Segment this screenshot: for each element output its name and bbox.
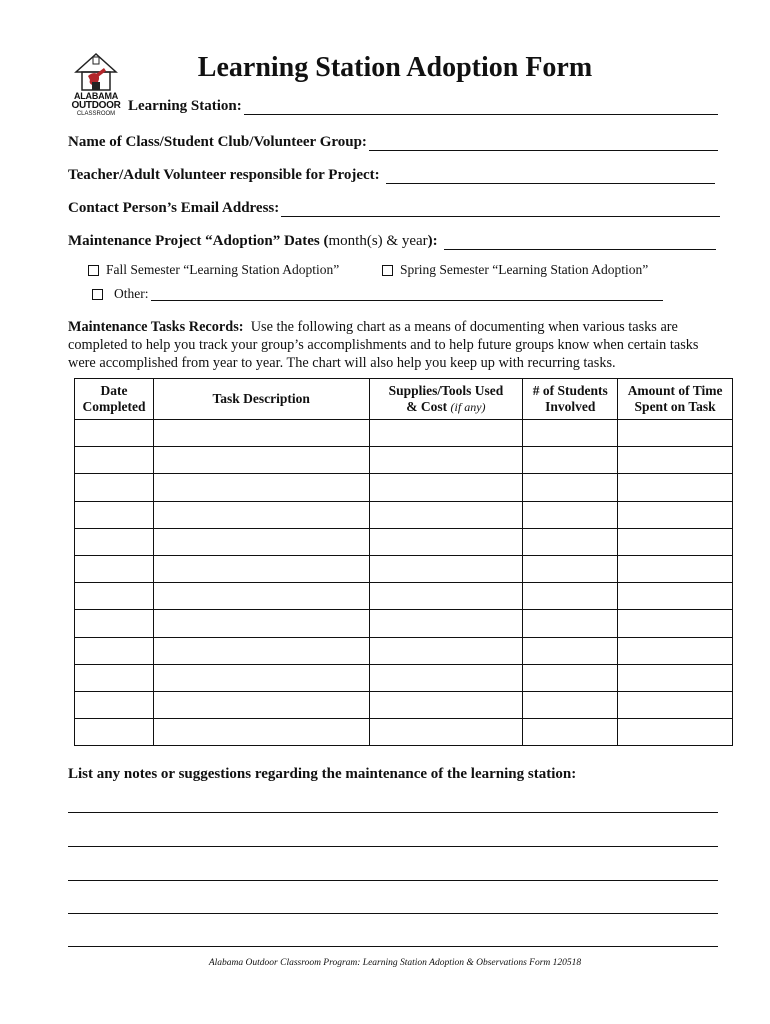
tasks-intro bbox=[68, 318, 728, 372]
time-cell[interactable] bbox=[618, 474, 733, 501]
table-row bbox=[75, 501, 733, 528]
students-cell[interactable] bbox=[523, 501, 618, 528]
class-name-label: Name of Class/Student Club/Volunteer Group: bbox=[68, 134, 367, 150]
time-cell[interactable] bbox=[618, 691, 733, 718]
notes-line[interactable] bbox=[68, 880, 718, 881]
students-cell[interactable] bbox=[523, 719, 618, 746]
dates-label: Maintenance Project “Adoption” Dates (month(s) & year): bbox=[68, 233, 438, 249]
supplies-cell[interactable] bbox=[369, 501, 523, 528]
supplies-cell[interactable] bbox=[369, 610, 523, 637]
teacher-label: Teacher/Adult Volunteer responsible for Project: bbox=[68, 167, 380, 183]
task-cell[interactable] bbox=[153, 474, 369, 501]
students-cell[interactable] bbox=[523, 691, 618, 718]
task-records-table bbox=[74, 378, 733, 746]
other-label: Other: bbox=[114, 286, 149, 301]
task-cell[interactable] bbox=[153, 528, 369, 555]
table-row bbox=[75, 691, 733, 718]
tasks-text: Use the following chart as a means of documenting when various tasks are completed to help you track your group’s accomplishments and to help future groups know when certain tasks were accomplished from year to year. The chart will also help you keep up with recurring tasks. bbox=[68, 319, 699, 371]
date-cell[interactable] bbox=[75, 420, 154, 447]
table-row bbox=[75, 637, 733, 664]
fall-semester-option[interactable] bbox=[88, 262, 339, 278]
table-row bbox=[75, 555, 733, 582]
dates-field[interactable] bbox=[68, 233, 716, 250]
supplies-cell[interactable] bbox=[369, 637, 523, 664]
learning-station-blank[interactable] bbox=[244, 100, 718, 115]
date-cell[interactable] bbox=[75, 447, 154, 474]
students-cell[interactable] bbox=[523, 555, 618, 582]
table-row bbox=[75, 474, 733, 501]
spring-label: Spring Semester “Learning Station Adoption” bbox=[400, 262, 649, 277]
students-cell[interactable] bbox=[523, 610, 618, 637]
class-name-field[interactable] bbox=[68, 134, 718, 151]
header-supplies: Supplies/Tools Used & Cost (if any) bbox=[369, 379, 523, 420]
other-blank[interactable] bbox=[151, 288, 663, 301]
header-students: # of Students Involved bbox=[523, 379, 618, 420]
class-name-blank[interactable] bbox=[369, 136, 718, 151]
fall-label: Fall Semester “Learning Station Adoption” bbox=[106, 262, 340, 277]
date-cell[interactable] bbox=[75, 555, 154, 582]
students-cell[interactable] bbox=[523, 474, 618, 501]
students-cell[interactable] bbox=[523, 420, 618, 447]
dates-blank[interactable] bbox=[444, 235, 716, 250]
task-cell[interactable] bbox=[153, 555, 369, 582]
spring-semester-option[interactable] bbox=[382, 262, 648, 278]
time-cell[interactable] bbox=[618, 664, 733, 691]
teacher-field[interactable] bbox=[68, 167, 715, 184]
task-cell[interactable] bbox=[153, 583, 369, 610]
students-cell[interactable] bbox=[523, 583, 618, 610]
page-footer: Alabama Outdoor Classroom Program: Learning Station Adoption & Observations Form 120518 bbox=[208, 958, 582, 968]
other-checkbox[interactable] bbox=[92, 289, 103, 300]
date-cell[interactable] bbox=[75, 610, 154, 637]
email-field[interactable] bbox=[68, 200, 720, 217]
table-row bbox=[75, 583, 733, 610]
notes-line[interactable] bbox=[68, 913, 718, 914]
time-cell[interactable] bbox=[618, 610, 733, 637]
time-cell[interactable] bbox=[618, 637, 733, 664]
date-cell[interactable] bbox=[75, 528, 154, 555]
header-task: Task Description bbox=[153, 379, 369, 420]
table-row bbox=[75, 447, 733, 474]
time-cell[interactable] bbox=[618, 420, 733, 447]
form-title: Learning Station Adoption Form bbox=[197, 52, 593, 83]
date-cell[interactable] bbox=[75, 637, 154, 664]
email-label: Contact Person’s Email Address: bbox=[68, 200, 280, 216]
other-option[interactable] bbox=[92, 286, 663, 302]
table-header-row bbox=[75, 379, 733, 420]
students-cell[interactable] bbox=[523, 637, 618, 664]
supplies-cell[interactable] bbox=[369, 528, 523, 555]
task-cell[interactable] bbox=[153, 691, 369, 718]
students-cell[interactable] bbox=[523, 447, 618, 474]
notes-label: List any notes or suggestions regarding the maintenance of the learning station: bbox=[68, 766, 577, 782]
supplies-cell[interactable] bbox=[369, 664, 523, 691]
date-cell[interactable] bbox=[75, 583, 154, 610]
time-cell[interactable] bbox=[618, 555, 733, 582]
email-blank[interactable] bbox=[281, 202, 720, 217]
students-cell[interactable] bbox=[523, 664, 618, 691]
supplies-cell[interactable] bbox=[369, 555, 523, 582]
date-cell[interactable] bbox=[75, 501, 154, 528]
task-cell[interactable] bbox=[153, 420, 369, 447]
logo-text-classroom: CLASSROOM bbox=[76, 111, 116, 117]
logo-text-outdoor: OUTDOOR bbox=[71, 100, 121, 111]
notes-line[interactable] bbox=[68, 812, 718, 813]
supplies-cell[interactable] bbox=[369, 447, 523, 474]
learning-station-field[interactable] bbox=[128, 98, 718, 115]
date-cell[interactable] bbox=[75, 691, 154, 718]
header-time: Amount of Time Spent on Task bbox=[618, 379, 733, 420]
table-row bbox=[75, 719, 733, 746]
supplies-cell[interactable] bbox=[369, 474, 523, 501]
supplies-cell[interactable] bbox=[369, 420, 523, 447]
table-row bbox=[75, 420, 733, 447]
notes-line[interactable] bbox=[68, 846, 718, 847]
students-cell[interactable] bbox=[523, 528, 618, 555]
logo-text-alabama: ALABAMA bbox=[73, 91, 119, 101]
table-row bbox=[75, 610, 733, 637]
task-cell[interactable] bbox=[153, 664, 369, 691]
tasks-heading: Maintenance Tasks Records: bbox=[68, 319, 244, 335]
teacher-blank[interactable] bbox=[386, 169, 715, 184]
time-cell[interactable] bbox=[618, 583, 733, 610]
fall-checkbox[interactable] bbox=[88, 265, 99, 276]
supplies-cell[interactable] bbox=[369, 719, 523, 746]
task-cell[interactable] bbox=[153, 637, 369, 664]
supplies-cell[interactable] bbox=[369, 691, 523, 718]
learning-station-label: Learning Station: bbox=[128, 98, 242, 114]
time-cell[interactable] bbox=[618, 501, 733, 528]
task-cell[interactable] bbox=[153, 447, 369, 474]
time-cell[interactable] bbox=[618, 528, 733, 555]
date-cell[interactable] bbox=[75, 474, 154, 501]
task-cell[interactable] bbox=[153, 610, 369, 637]
time-cell[interactable] bbox=[618, 447, 733, 474]
table-row bbox=[75, 664, 733, 691]
table-row bbox=[75, 528, 733, 555]
notes-line[interactable] bbox=[68, 946, 718, 947]
time-cell[interactable] bbox=[618, 719, 733, 746]
header-date: Date Completed bbox=[75, 379, 154, 420]
task-cell[interactable] bbox=[153, 719, 369, 746]
spring-checkbox[interactable] bbox=[382, 265, 393, 276]
date-cell[interactable] bbox=[75, 664, 154, 691]
supplies-cell[interactable] bbox=[369, 583, 523, 610]
date-cell[interactable] bbox=[75, 719, 154, 746]
task-cell[interactable] bbox=[153, 501, 369, 528]
